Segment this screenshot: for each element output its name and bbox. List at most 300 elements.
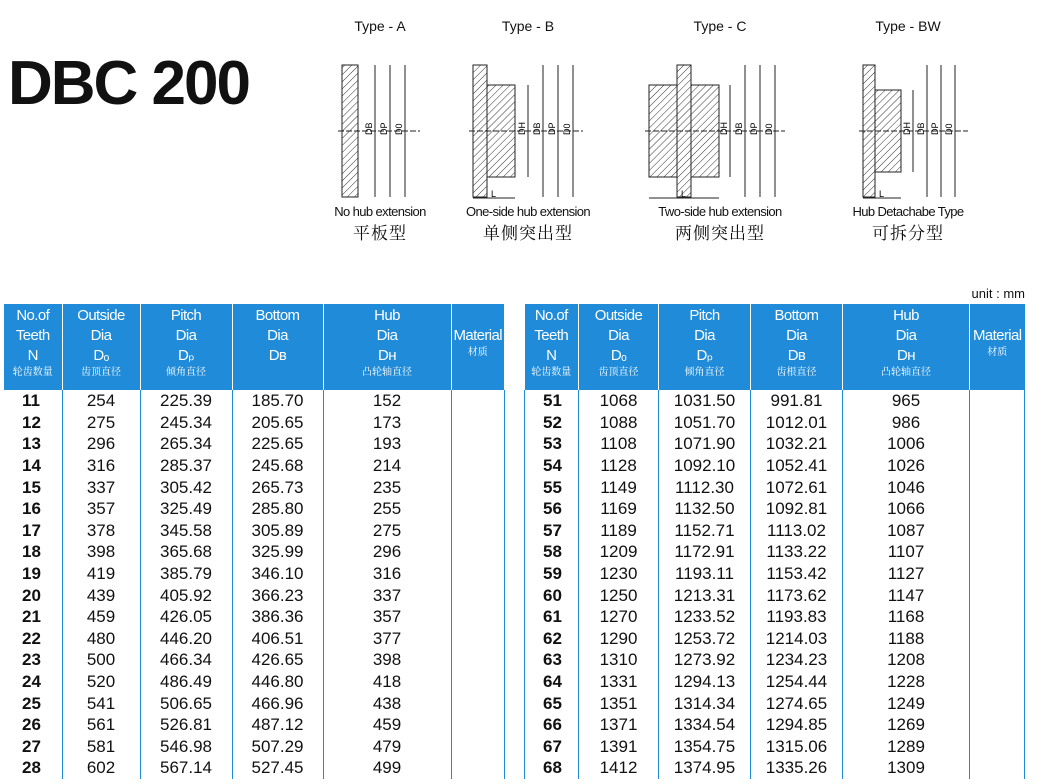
cell-bottom-dia: 527.45 bbox=[232, 757, 323, 779]
cell-bottom-dia: 1052.41 bbox=[751, 455, 843, 477]
dim-do: D0 bbox=[562, 123, 572, 135]
cell-hub-dia: 1289 bbox=[843, 736, 970, 758]
cell-material bbox=[451, 671, 504, 693]
cell-material bbox=[970, 757, 1025, 779]
table-row bbox=[525, 412, 1025, 434]
header-label: 材质 bbox=[467, 347, 488, 358]
table-row bbox=[525, 757, 1025, 779]
table-row bbox=[4, 390, 504, 412]
cell-pitch-dia: 1193.11 bbox=[659, 563, 751, 585]
cell-outside-dia: 1189 bbox=[579, 520, 659, 542]
cell-teeth: 62 bbox=[525, 628, 579, 650]
cell-bottom-dia: 1072.61 bbox=[751, 476, 843, 498]
type-b bbox=[448, 18, 608, 244]
table-row bbox=[525, 541, 1025, 563]
cell-hub-dia: 438 bbox=[323, 692, 451, 714]
cell-pitch-dia: 285.37 bbox=[140, 455, 232, 477]
cell-teeth: 59 bbox=[525, 563, 579, 585]
cell-outside-dia: 378 bbox=[62, 520, 140, 542]
header-label: Dₚ bbox=[177, 347, 195, 364]
header-outside bbox=[62, 304, 140, 390]
cell-bottom-dia: 225.65 bbox=[232, 433, 323, 455]
table-row bbox=[4, 736, 504, 758]
cell-pitch-dia: 1253.72 bbox=[659, 628, 751, 650]
cell-bottom-dia: 1153.42 bbox=[751, 563, 843, 585]
cell-teeth: 14 bbox=[22, 456, 41, 476]
cell-teeth: 23 bbox=[22, 650, 41, 670]
cell-pitch-dia: 446.20 bbox=[140, 628, 232, 650]
table-row bbox=[525, 628, 1025, 650]
cell-bottom-dia: 1214.03 bbox=[751, 628, 843, 650]
cell-material bbox=[970, 692, 1025, 714]
cell-bottom-dia: 205.65 bbox=[232, 412, 323, 434]
header-label: 倾角直径 bbox=[684, 367, 725, 378]
table-row bbox=[4, 433, 504, 455]
cell-material bbox=[451, 455, 504, 477]
cell-hub-dia: 1249 bbox=[843, 692, 970, 714]
cell-outside-dia: 1310 bbox=[579, 649, 659, 671]
cell-teeth: 57 bbox=[525, 520, 579, 542]
header-label: Pitch bbox=[170, 307, 202, 324]
header-teeth bbox=[4, 304, 62, 390]
dim-dp: DP bbox=[379, 122, 389, 135]
type-a-en: No hub extension bbox=[334, 204, 426, 219]
cell-material bbox=[451, 736, 504, 758]
cell-outside-dia: 459 bbox=[62, 606, 140, 628]
table-row bbox=[525, 476, 1025, 498]
cell-bottom-dia: 1274.65 bbox=[751, 692, 843, 714]
type-b-name: Type - B bbox=[501, 18, 555, 34]
header-label: 轮齿数量 bbox=[531, 367, 572, 378]
cell-pitch-dia: 385.79 bbox=[140, 563, 232, 585]
cell-pitch-dia: 1354.75 bbox=[659, 736, 751, 758]
type-b-diagram bbox=[463, 40, 593, 200]
cell-teeth: 17 bbox=[22, 520, 41, 540]
cell-hub-dia: 255 bbox=[323, 498, 451, 520]
cell-material bbox=[970, 433, 1025, 455]
header-label: Dₒ bbox=[610, 347, 627, 364]
type-bw bbox=[828, 18, 988, 244]
cell-hub-dia: 1066 bbox=[843, 498, 970, 520]
type-bw-cn: 可拆分型 bbox=[872, 224, 944, 243]
header-label: Outside bbox=[77, 307, 125, 324]
cell-outside-dia: 1270 bbox=[579, 606, 659, 628]
table-row bbox=[4, 455, 504, 477]
cell-pitch-dia: 1273.92 bbox=[659, 649, 751, 671]
table-row bbox=[525, 520, 1025, 542]
cell-pitch-dia: 345.58 bbox=[140, 520, 232, 542]
dim-dh: DH bbox=[517, 122, 527, 135]
table-row bbox=[525, 692, 1025, 714]
cell-pitch-dia: 1071.90 bbox=[659, 433, 751, 455]
cell-bottom-dia: 325.99 bbox=[232, 541, 323, 563]
cell-teeth: 15 bbox=[22, 477, 41, 497]
dim-l: L bbox=[879, 189, 885, 199]
cell-teeth: 28 bbox=[22, 758, 41, 778]
dim-l: L bbox=[681, 189, 687, 199]
header-label: N bbox=[546, 347, 557, 364]
cell-outside-dia: 581 bbox=[62, 736, 140, 758]
cell-outside-dia: 1088 bbox=[579, 412, 659, 434]
table-row bbox=[525, 498, 1025, 520]
cell-hub-dia: 1107 bbox=[843, 541, 970, 563]
cell-material bbox=[970, 390, 1025, 412]
dim-do: D0 bbox=[394, 123, 404, 135]
cell-hub-dia: 1087 bbox=[843, 520, 970, 542]
header-label: 倾角直径 bbox=[166, 367, 206, 378]
cell-material bbox=[970, 455, 1025, 477]
header-pitch bbox=[659, 304, 751, 390]
cell-outside-dia: 1290 bbox=[579, 628, 659, 650]
cell-material bbox=[451, 433, 504, 455]
dim-do: D0 bbox=[944, 123, 954, 135]
cell-bottom-dia: 991.81 bbox=[751, 390, 843, 412]
cell-teeth: 54 bbox=[525, 455, 579, 477]
header-label: 材质 bbox=[987, 347, 1008, 358]
cell-bottom-dia: 285.80 bbox=[232, 498, 323, 520]
cell-hub-dia: 499 bbox=[323, 757, 451, 779]
type-bw-name: Type - BW bbox=[875, 18, 941, 34]
table-row bbox=[525, 433, 1025, 455]
cell-bottom-dia: 185.70 bbox=[232, 390, 323, 412]
table-row bbox=[4, 541, 504, 563]
cell-bottom-dia: 406.51 bbox=[232, 628, 323, 650]
cell-pitch-dia: 1294.13 bbox=[659, 671, 751, 693]
header-label: N bbox=[27, 347, 38, 364]
cell-outside-dia: 520 bbox=[62, 671, 140, 693]
cell-teeth: 61 bbox=[525, 606, 579, 628]
cell-teeth: 24 bbox=[22, 672, 41, 692]
table-row bbox=[525, 649, 1025, 671]
header-label: Dₒ bbox=[93, 347, 109, 364]
header-label: 齿顶直径 bbox=[598, 367, 639, 378]
cell-hub-dia: 1127 bbox=[843, 563, 970, 585]
cell-teeth: 67 bbox=[525, 736, 579, 758]
type-b-en: One-side hub extension bbox=[465, 204, 591, 219]
cell-teeth: 20 bbox=[22, 585, 41, 605]
sprocket-table-right bbox=[524, 304, 1025, 779]
cell-hub-dia: 479 bbox=[323, 736, 451, 758]
cell-material bbox=[451, 757, 504, 779]
cell-teeth: 12 bbox=[22, 412, 41, 432]
cell-material bbox=[970, 498, 1025, 520]
cell-material bbox=[970, 606, 1025, 628]
cell-material bbox=[451, 412, 504, 434]
cell-material bbox=[451, 476, 504, 498]
cell-hub-dia: 1168 bbox=[843, 606, 970, 628]
cell-teeth: 26 bbox=[22, 715, 41, 735]
header-label: Dʜ bbox=[897, 347, 915, 364]
cell-teeth: 52 bbox=[525, 412, 579, 434]
table-row bbox=[525, 390, 1025, 412]
cell-hub-dia: 275 bbox=[323, 520, 451, 542]
type-diagrams bbox=[300, 18, 1000, 268]
cell-pitch-dia: 526.81 bbox=[140, 714, 232, 736]
cell-outside-dia: 480 bbox=[62, 628, 140, 650]
header-pitch bbox=[140, 304, 232, 390]
cell-bottom-dia: 1032.21 bbox=[751, 433, 843, 455]
cell-pitch-dia: 1051.70 bbox=[659, 412, 751, 434]
type-bw-en: Hub Detachabe Type bbox=[852, 204, 964, 219]
cell-bottom-dia: 1113.02 bbox=[751, 520, 843, 542]
cell-hub-dia: 173 bbox=[323, 412, 451, 434]
table-row bbox=[525, 671, 1025, 693]
cell-hub-dia: 418 bbox=[323, 671, 451, 693]
cell-material bbox=[970, 649, 1025, 671]
table-header-row bbox=[525, 304, 1025, 390]
table-row bbox=[4, 757, 504, 779]
cell-bottom-dia: 487.12 bbox=[232, 714, 323, 736]
cell-hub-dia: 357 bbox=[323, 606, 451, 628]
cell-outside-dia: 296 bbox=[62, 433, 140, 455]
header-label: Dia bbox=[895, 327, 917, 344]
table-row bbox=[525, 563, 1025, 585]
header-teeth bbox=[525, 304, 579, 390]
dim-db: DB bbox=[916, 122, 926, 135]
cell-teeth: 25 bbox=[22, 693, 41, 713]
cell-outside-dia: 1371 bbox=[579, 714, 659, 736]
cell-outside-dia: 602 bbox=[62, 757, 140, 779]
cell-bottom-dia: 426.65 bbox=[232, 649, 323, 671]
type-a-name: Type - A bbox=[354, 18, 406, 34]
cell-pitch-dia: 466.34 bbox=[140, 649, 232, 671]
dim-dh: DH bbox=[902, 122, 912, 135]
cell-outside-dia: 337 bbox=[62, 476, 140, 498]
cell-teeth: 60 bbox=[525, 584, 579, 606]
cell-hub-dia: 1228 bbox=[843, 671, 970, 693]
table-row bbox=[525, 455, 1025, 477]
cell-material bbox=[451, 541, 504, 563]
cell-hub-dia: 398 bbox=[323, 649, 451, 671]
cell-pitch-dia: 305.42 bbox=[140, 476, 232, 498]
type-a-cn: 平板型 bbox=[353, 224, 407, 243]
cell-teeth: 53 bbox=[525, 433, 579, 455]
cell-pitch-dia: 365.68 bbox=[140, 541, 232, 563]
header-material bbox=[970, 304, 1025, 390]
header-bottom bbox=[751, 304, 843, 390]
cell-pitch-dia: 405.92 bbox=[140, 584, 232, 606]
cell-teeth: 55 bbox=[525, 476, 579, 498]
table-row bbox=[4, 628, 504, 650]
cell-pitch-dia: 1213.31 bbox=[659, 584, 751, 606]
cell-pitch-dia: 1233.52 bbox=[659, 606, 751, 628]
cell-hub-dia: 193 bbox=[323, 433, 451, 455]
type-b-cn: 单侧突出型 bbox=[483, 224, 573, 243]
header-label: Material bbox=[453, 327, 503, 344]
cell-teeth: 58 bbox=[525, 541, 579, 563]
cell-hub-dia: 986 bbox=[843, 412, 970, 434]
cell-outside-dia: 541 bbox=[62, 692, 140, 714]
cell-outside-dia: 1108 bbox=[579, 433, 659, 455]
cell-teeth: 19 bbox=[22, 564, 41, 584]
page-title: DBC 200 bbox=[8, 49, 249, 118]
cell-pitch-dia: 567.14 bbox=[140, 757, 232, 779]
cell-hub-dia: 214 bbox=[323, 455, 451, 477]
cell-material bbox=[451, 390, 504, 412]
cell-hub-dia: 316 bbox=[323, 563, 451, 585]
cell-hub-dia: 337 bbox=[323, 584, 451, 606]
cell-outside-dia: 500 bbox=[62, 649, 140, 671]
cell-pitch-dia: 546.98 bbox=[140, 736, 232, 758]
cell-pitch-dia: 1092.10 bbox=[659, 455, 751, 477]
cell-pitch-dia: 1112.30 bbox=[659, 476, 751, 498]
header-label: Dia bbox=[267, 327, 288, 344]
cell-pitch-dia: 325.49 bbox=[140, 498, 232, 520]
type-c-name: Type - C bbox=[693, 18, 747, 34]
cell-material bbox=[451, 628, 504, 650]
cell-outside-dia: 1209 bbox=[579, 541, 659, 563]
cell-bottom-dia: 386.36 bbox=[232, 606, 323, 628]
sprocket-table-left bbox=[4, 304, 505, 779]
header-label: 凸轮轴直径 bbox=[362, 367, 412, 378]
dim-db: DB bbox=[364, 122, 374, 135]
unit-label: unit : mm bbox=[971, 286, 1025, 301]
cell-bottom-dia: 1294.85 bbox=[751, 714, 843, 736]
header-label: Bottom bbox=[255, 307, 300, 324]
cell-pitch-dia: 1152.71 bbox=[659, 520, 751, 542]
cell-pitch-dia: 506.65 bbox=[140, 692, 232, 714]
header-label: Outside bbox=[594, 307, 643, 324]
cell-material bbox=[451, 692, 504, 714]
table-row bbox=[4, 584, 504, 606]
cell-bottom-dia: 1315.06 bbox=[751, 736, 843, 758]
header-label: Dʜ bbox=[378, 347, 396, 364]
cell-outside-dia: 1250 bbox=[579, 584, 659, 606]
header-label: Dʙ bbox=[787, 347, 806, 364]
cell-teeth: 16 bbox=[22, 499, 41, 519]
cell-teeth: 21 bbox=[22, 607, 41, 627]
header-label: Pitch bbox=[689, 307, 720, 324]
cell-outside-dia: 316 bbox=[62, 455, 140, 477]
cell-pitch-dia: 1172.91 bbox=[659, 541, 751, 563]
cell-hub-dia: 1269 bbox=[843, 714, 970, 736]
table-row bbox=[525, 736, 1025, 758]
cell-bottom-dia: 346.10 bbox=[232, 563, 323, 585]
cell-outside-dia: 254 bbox=[62, 390, 140, 412]
header-label: No.of bbox=[534, 307, 568, 324]
cell-material bbox=[451, 520, 504, 542]
cell-outside-dia: 561 bbox=[62, 714, 140, 736]
cell-pitch-dia: 225.39 bbox=[140, 390, 232, 412]
header-label: Dia bbox=[175, 327, 197, 344]
cell-bottom-dia: 305.89 bbox=[232, 520, 323, 542]
header-bottom bbox=[232, 304, 323, 390]
type-c-en: Two-side hub extension bbox=[658, 204, 782, 219]
cell-hub-dia: 1006 bbox=[843, 433, 970, 455]
cell-material bbox=[970, 671, 1025, 693]
cell-material bbox=[451, 714, 504, 736]
cell-material bbox=[451, 498, 504, 520]
header-label: Dʙ bbox=[268, 347, 287, 364]
header-label: Hub bbox=[374, 307, 400, 324]
table-row bbox=[4, 692, 504, 714]
type-c-diagram bbox=[645, 40, 795, 200]
header-hub bbox=[843, 304, 970, 390]
cell-bottom-dia: 366.23 bbox=[232, 584, 323, 606]
table-row bbox=[525, 714, 1025, 736]
cell-material bbox=[970, 584, 1025, 606]
header-label: No.of bbox=[16, 307, 50, 324]
cell-teeth: 68 bbox=[525, 757, 579, 779]
cell-pitch-dia: 245.34 bbox=[140, 412, 232, 434]
table-row bbox=[4, 649, 504, 671]
cell-bottom-dia: 1012.01 bbox=[751, 412, 843, 434]
cell-material bbox=[970, 541, 1025, 563]
dim-dh: DH bbox=[719, 122, 729, 135]
cell-pitch-dia: 1334.54 bbox=[659, 714, 751, 736]
cell-teeth: 63 bbox=[525, 649, 579, 671]
cell-hub-dia: 1147 bbox=[843, 584, 970, 606]
header-label: Teeth bbox=[15, 327, 50, 344]
cell-bottom-dia: 265.73 bbox=[232, 476, 323, 498]
type-a-diagram bbox=[320, 40, 440, 200]
cell-pitch-dia: 1132.50 bbox=[659, 498, 751, 520]
header-label: Hub bbox=[893, 307, 919, 324]
header-label: Dia bbox=[786, 327, 807, 344]
type-bw-diagram bbox=[843, 40, 973, 200]
cell-hub-dia: 296 bbox=[323, 541, 451, 563]
cell-pitch-dia: 426.05 bbox=[140, 606, 232, 628]
cell-material bbox=[451, 606, 504, 628]
table-row bbox=[4, 714, 504, 736]
cell-pitch-dia: 1314.34 bbox=[659, 692, 751, 714]
dim-do: D0 bbox=[764, 123, 774, 135]
cell-bottom-dia: 245.68 bbox=[232, 455, 323, 477]
dim-dp: DP bbox=[547, 122, 557, 135]
cell-teeth: 64 bbox=[525, 671, 579, 693]
cell-material bbox=[451, 563, 504, 585]
header-outside bbox=[579, 304, 659, 390]
header-label: Dia bbox=[608, 327, 629, 344]
table-row bbox=[4, 476, 504, 498]
cell-outside-dia: 1068 bbox=[579, 390, 659, 412]
cell-outside-dia: 357 bbox=[62, 498, 140, 520]
header-label: Dia bbox=[90, 327, 112, 344]
cell-material bbox=[970, 476, 1025, 498]
cell-outside-dia: 275 bbox=[62, 412, 140, 434]
cell-bottom-dia: 1173.62 bbox=[751, 584, 843, 606]
table-row bbox=[525, 584, 1025, 606]
cell-material bbox=[970, 736, 1025, 758]
table-row bbox=[4, 520, 504, 542]
cell-hub-dia: 965 bbox=[843, 390, 970, 412]
table-row bbox=[525, 606, 1025, 628]
cell-outside-dia: 1391 bbox=[579, 736, 659, 758]
dim-db: DB bbox=[532, 122, 542, 135]
cell-bottom-dia: 507.29 bbox=[232, 736, 323, 758]
dim-l: L bbox=[491, 189, 497, 199]
cell-outside-dia: 1331 bbox=[579, 671, 659, 693]
cell-outside-dia: 1169 bbox=[579, 498, 659, 520]
cell-outside-dia: 439 bbox=[62, 584, 140, 606]
header-label: Dₚ bbox=[696, 347, 713, 364]
table-row bbox=[4, 498, 504, 520]
cell-material bbox=[970, 563, 1025, 585]
cell-pitch-dia: 1374.95 bbox=[659, 757, 751, 779]
cell-teeth: 51 bbox=[525, 390, 579, 412]
cell-outside-dia: 1149 bbox=[579, 476, 659, 498]
cell-bottom-dia: 1335.26 bbox=[751, 757, 843, 779]
dim-dp: DP bbox=[930, 122, 940, 135]
header-label: Dia bbox=[376, 327, 398, 344]
header-label: 齿根直径 bbox=[776, 367, 817, 378]
cell-bottom-dia: 446.80 bbox=[232, 671, 323, 693]
header-label: Teeth bbox=[534, 327, 569, 344]
cell-outside-dia: 1412 bbox=[579, 757, 659, 779]
header-label: 齿顶直径 bbox=[81, 367, 121, 378]
header-label: 轮齿数量 bbox=[12, 367, 53, 378]
cell-outside-dia: 1128 bbox=[579, 455, 659, 477]
